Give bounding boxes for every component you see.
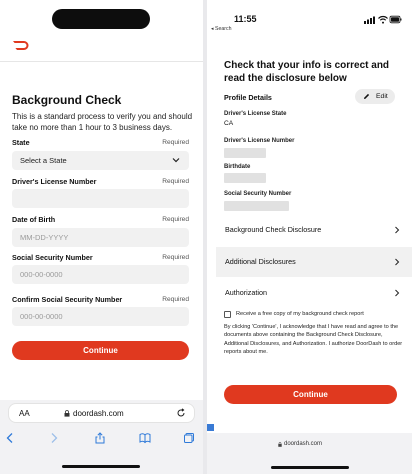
bookmarks-icon[interactable]: [139, 432, 151, 444]
intro-text: This is a standard process to verify you and should take no more than 1 hour to 3 business days.: [12, 112, 193, 132]
confirm-ssn-placeholder: 000-00-0000: [20, 312, 63, 321]
wifi-icon: [379, 16, 388, 23]
ssn-redacted: [224, 201, 289, 211]
edit-profile-button[interactable]: [355, 89, 395, 104]
disclosure-row-authorization[interactable]: [216, 278, 412, 308]
right-phone-screen: [207, 0, 412, 474]
url-text: doordash.com: [73, 409, 124, 418]
state-select-value: Select a State: [20, 156, 67, 165]
edit-label: Edit: [376, 93, 388, 100]
share-icon[interactable]: [94, 432, 106, 444]
battery-icon: [390, 16, 402, 23]
dob-input[interactable]: [12, 228, 189, 247]
free-copy-checkbox[interactable]: [224, 311, 231, 318]
signal-icon: [364, 17, 375, 25]
ssn-placeholder: 000-00-0000: [20, 270, 63, 279]
dob-label: Date of Birth: [12, 215, 56, 224]
continue-button[interactable]: Continue: [224, 385, 397, 404]
license-state-label: Driver's License State: [224, 111, 287, 117]
back-to-search-link[interactable]: ◂ Search: [211, 26, 232, 32]
ssn-input[interactable]: [12, 265, 189, 284]
birthdate-label: Birthdate: [224, 164, 251, 170]
confirm-ssn-required: Required: [162, 296, 189, 303]
status-time: 11:55: [234, 14, 257, 24]
home-indicator: [271, 466, 349, 469]
browser-address-bar[interactable]: [207, 433, 412, 474]
birthdate-redacted: [224, 173, 266, 183]
disclosure-row-background-check[interactable]: [216, 215, 412, 245]
page-title: Background Check: [12, 93, 122, 107]
lock-icon: [278, 442, 282, 447]
reader-aa-button[interactable]: AA: [19, 409, 30, 418]
home-indicator: [62, 465, 140, 468]
state-select[interactable]: [12, 151, 189, 170]
ssn-required: Required: [162, 254, 189, 261]
url-text: doordash.com: [284, 441, 323, 447]
page-title: Check that your info is correct and read the disclosure below: [224, 60, 390, 84]
confirm-ssn-label: Confirm Social Security Number: [12, 295, 123, 304]
dob-required: Required: [162, 216, 189, 223]
back-chevron-icon[interactable]: [4, 432, 16, 444]
pencil-icon: [363, 93, 370, 100]
browser-address-bar: [0, 400, 203, 426]
license-label: Driver's License Number: [12, 177, 97, 186]
state-required: Required: [162, 139, 189, 146]
license-required: Required: [162, 178, 189, 185]
row-label: Authorization: [225, 288, 267, 297]
state-label: State: [12, 138, 30, 147]
reload-icon[interactable]: [176, 408, 186, 418]
lock-icon: [64, 410, 70, 417]
row-label: Background Check Disclosure: [225, 225, 322, 234]
header-divider: [0, 61, 203, 62]
keyboard-accessory-icon: [207, 424, 214, 431]
license-number-label: Driver's License Number: [224, 138, 295, 144]
browser-toolbar: [0, 426, 203, 474]
continue-button[interactable]: Continue: [12, 341, 189, 360]
dob-placeholder: MM-DD-YYYY: [20, 233, 69, 242]
license-state-value: CA: [224, 120, 234, 127]
row-label: Additional Disclosures: [225, 257, 296, 266]
ssn-label: Social Security Number: [224, 191, 292, 197]
free-copy-checkbox-label[interactable]: Receive a free copy of my background check report: [236, 311, 364, 317]
consent-text: By clicking 'Continue', I acknowledge that I have read and agree to the documents above containing the Background Check Disclosure, Additional Disclosures, and Authorization. I authorize DoorDash to order reports about me.: [224, 324, 403, 355]
left-phone-screen: [0, 0, 203, 474]
doordash-logo-icon[interactable]: [12, 39, 32, 51]
chevron-right-icon: [394, 226, 400, 234]
confirm-ssn-input[interactable]: [12, 307, 189, 326]
address-field[interactable]: [8, 403, 195, 423]
dynamic-island: [52, 9, 150, 29]
chevron-right-icon: [394, 258, 400, 266]
chevron-right-icon: [394, 289, 400, 297]
tabs-icon[interactable]: [183, 432, 195, 444]
profile-details-heading: Profile Details: [224, 93, 272, 102]
chevron-down-icon: [172, 156, 180, 164]
license-number-input[interactable]: [12, 189, 189, 208]
status-icons: [364, 15, 402, 24]
ssn-label: Social Security Number: [12, 253, 93, 262]
license-number-redacted: [224, 148, 266, 158]
disclosure-row-additional[interactable]: [216, 247, 412, 277]
forward-chevron-icon[interactable]: [48, 432, 60, 444]
